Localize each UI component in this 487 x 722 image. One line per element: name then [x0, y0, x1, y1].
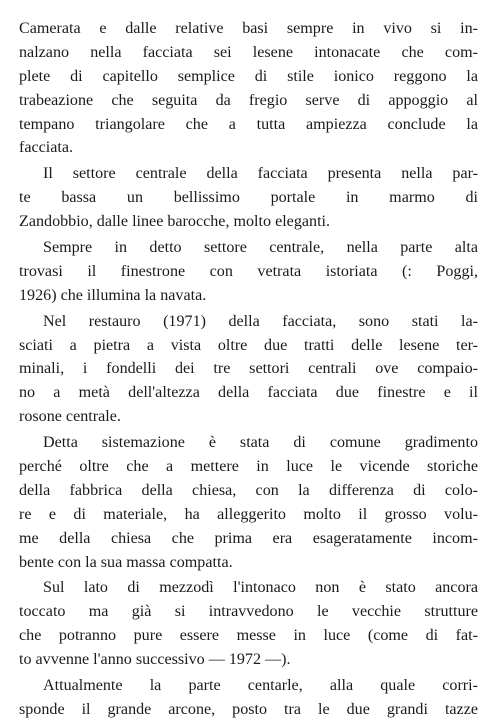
text-line: Il settore centrale della facciata presenta nella par- [43, 165, 478, 183]
text-line: bente con la sua massa compatta. [19, 553, 233, 571]
text-line: 1926) che illumina la navata. [19, 286, 207, 304]
paragraph-7 [19, 674, 478, 722]
text-line: sciati a pietra a vista oltre due tratti delle lesene ter- [19, 336, 478, 354]
text-line: Attualmente la parte centarle, alla quale corri- [43, 677, 478, 695]
text-line: to avvenne l'anno successivo — 1972 —). [19, 651, 291, 669]
text-line: trovasi il finestrone con vetrata istoriata (: Poggi, [19, 262, 478, 280]
text-line: te bassa un bellissimo portale in marmo di [19, 189, 478, 207]
text-line: perché oltre che a mettere in luce le vicende storiche [19, 458, 478, 476]
paragraph-5 [19, 431, 478, 574]
text-line: sponde il grande arcone, posto tra le due grandi tazze [19, 700, 478, 718]
text-line: della fabbrica della chiesa, con la differenza di colo- [19, 481, 478, 499]
text-line: facciata. [19, 139, 74, 157]
text-line: plete di capitello semplice di stile ionico reggono la [19, 67, 478, 85]
text-line: Detta sistemazione è stata di comune gradimento [43, 434, 478, 452]
paragraph-2 [19, 162, 478, 234]
text-line: re e di materiale, ha alleggerito molto il grosso volu- [19, 505, 478, 523]
paragraph-4 [19, 310, 478, 429]
text-line: Nel restauro (1971) della facciata, sono stati la- [43, 312, 478, 330]
text-line: trabeazione che seguita da fregio serve di appoggio al [19, 91, 478, 109]
text-line: no a metà dell'altezza della facciata due finestre e il [19, 384, 478, 402]
text-line: nalzano nella facciata sei lesene intonacate che com- [19, 43, 478, 61]
text-line: me della chiesa che prima era esageratamente incom- [19, 529, 478, 547]
text-line: Sul lato di mezzodì l'intonaco non è stato ancora [43, 579, 478, 597]
paragraph-1 [19, 17, 478, 160]
paragraph-6 [19, 576, 478, 672]
text-line: rosone centrale. [19, 408, 121, 426]
text-line: Sempre in detto settore centrale, nella parte alta [43, 239, 478, 257]
text-line: tempano triangolare che a tutta ampiezza conclude la [19, 115, 478, 133]
paragraph-3 [19, 236, 478, 308]
text-line: minali, i fondelli dei tre settori centrali ove compaio- [19, 360, 478, 378]
text-line: toccato ma già si intravvedono le vecchie strutture [19, 603, 478, 621]
text-line: Camerata e dalle relative basi sempre in vivo si in- [19, 20, 478, 37]
text-line: che potranno pure essere messe in luce (come di fat- [19, 627, 478, 645]
text-line: Zandobbio, dalle linee barocche, molto eleganti. [19, 213, 331, 231]
